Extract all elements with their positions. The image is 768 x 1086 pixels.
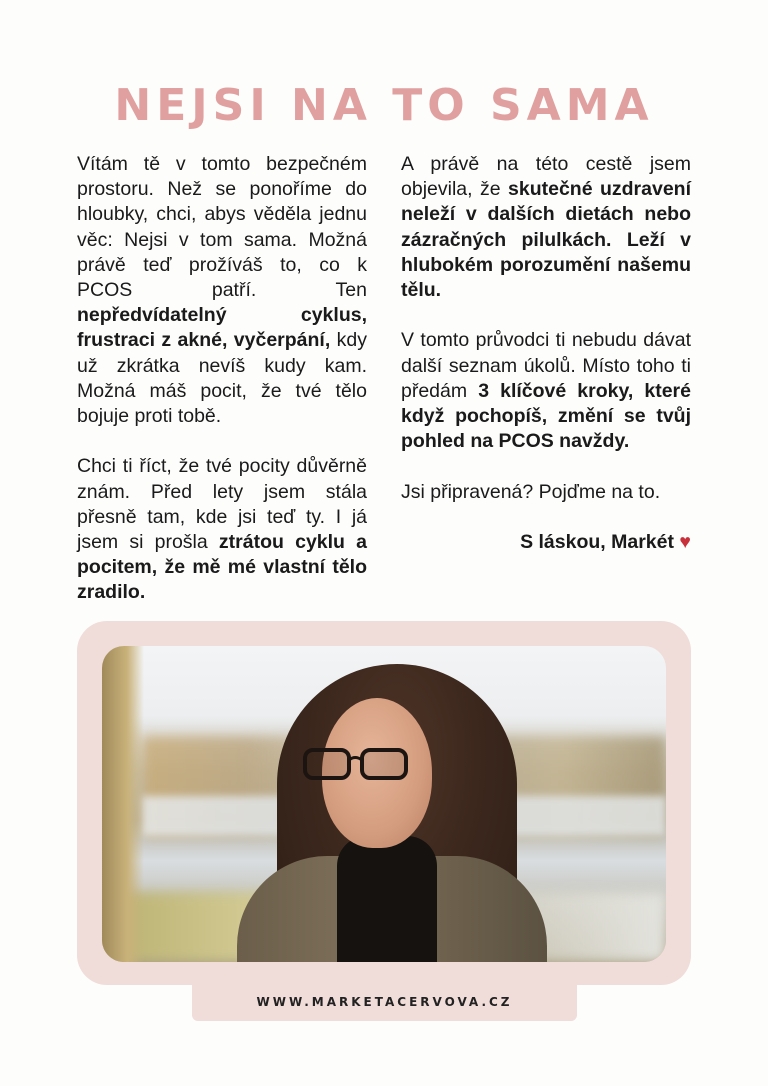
left-column <box>77 152 367 631</box>
story-text: Chci ti říct, že tvé pocity důvěrně znám. Před lety jsem stála přesně tam, kde jsi teď ty. I já jsem si prošla <box>77 455 367 554</box>
discovery-paragraph <box>401 152 691 303</box>
ready-paragraph: Jsi připravená? Pojďme na to. <box>401 480 661 503</box>
page-title: NEJSI NA TO SAMA <box>114 80 654 131</box>
signature <box>401 530 691 555</box>
intro-text-1: Vítám tě v tomto bezpečném prostoru. Než se ponoříme do hloubky, chci, abys věděla jednu věc: Nejsi v tom sama. Možná právě teď prožíváš to, co k PCOS patří. Ten <box>77 153 367 302</box>
photo-frame <box>77 621 691 985</box>
story-bold: ztrátou cyklu a pocitem, že mě mé vlastní tělo zradilo. <box>77 531 367 604</box>
right-column <box>401 152 691 555</box>
guide-bold: 3 klíčové kroky, které když pochopíš, změní se tvůj pohled na PCOS navždy. <box>401 379 691 453</box>
intro-paragraph <box>77 152 367 429</box>
photo-person-sweater <box>337 836 437 962</box>
guide-text: V tomto průvodci ti nebudu dávat další seznam úkolů. Místo toho ti předám <box>401 329 691 402</box>
photo-person-glasses <box>302 746 412 780</box>
intro-text-2: kdy už zkrátka nevíš kudy kam. Možná máš pocit, že tvé tělo bojuje proti tobě. <box>77 329 367 428</box>
signature-text: S láskou, Markét <box>520 531 674 553</box>
photo-tree-trunk <box>102 646 144 962</box>
discovery-text: A právě na této cestě jsem objevila, že <box>401 153 691 201</box>
website-link[interactable]: WWW.MARKETACERVOVA.CZ <box>192 985 577 1021</box>
intro-bold: nepředvídatelný cyklus, frustraci z akné, vyčerpání, <box>77 304 367 352</box>
story-paragraph <box>77 454 367 605</box>
author-photo <box>102 646 666 962</box>
heart-icon: ♥ <box>679 531 691 553</box>
discovery-bold: skutečné uzdravení neleží v dalších dietách nebo zázračných pilulkách. Leží v hlubokém porozumění našemu tělu. <box>401 178 691 302</box>
guide-paragraph <box>401 328 691 454</box>
